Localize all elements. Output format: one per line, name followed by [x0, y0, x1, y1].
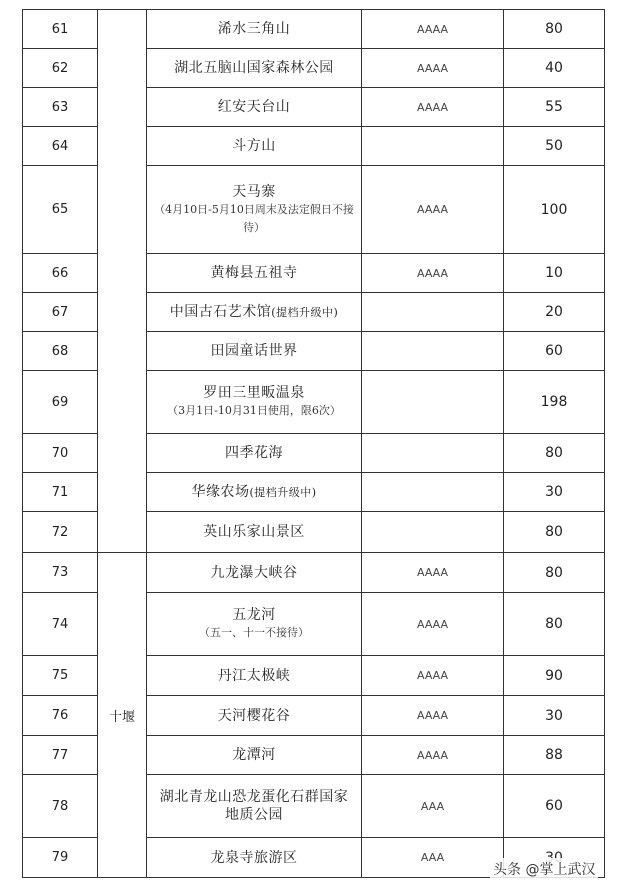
scenic-name: 四季花海 [147, 434, 362, 473]
row-number: 62 [23, 49, 98, 88]
scenic-level: AAA [362, 775, 504, 838]
scenic-name: 湖北五脑山国家森林公园 [147, 49, 362, 88]
scenic-name-cell [147, 166, 362, 254]
region-cell-shiyan: 十堰 [98, 553, 147, 878]
scenic-name-cell [147, 593, 362, 656]
scenic-level: AAAA [362, 10, 504, 49]
ticket-price: 20 [504, 293, 605, 332]
row-number: 67 [23, 293, 98, 332]
region-cell-blank [98, 10, 147, 553]
scenic-level [362, 371, 504, 434]
scenic-level: AAAA [362, 696, 504, 736]
row-number: 64 [23, 127, 98, 166]
scenic-name: 湖北青龙山恐龙蛋化石群国家地质公园 [147, 775, 362, 838]
ticket-price: 80 [504, 10, 605, 49]
row-number: 72 [23, 512, 98, 553]
scenic-name: 华缘农场 [191, 483, 250, 500]
ticket-price: 10 [504, 254, 605, 293]
ticket-price: 90 [504, 656, 605, 696]
scenic-name: 九龙瀑大峡谷 [147, 553, 362, 593]
row-number: 78 [23, 775, 98, 838]
scenic-name-cell [147, 371, 362, 434]
ticket-price: 80 [504, 512, 605, 553]
scenic-name: 丹江太极峡 [147, 656, 362, 696]
scenic-level: AAAA [362, 166, 504, 254]
scenic-level: AAAA [362, 254, 504, 293]
scenic-name: 天马寨 [232, 183, 276, 200]
scenic-name: 龙潭河 [147, 736, 362, 775]
scenic-level [362, 127, 504, 166]
scenic-note: （五一、十一不接待） [199, 626, 309, 639]
ticket-price: 50 [504, 127, 605, 166]
scenic-level: AAAA [362, 656, 504, 696]
scenic-level: AAAA [362, 49, 504, 88]
ticket-price: 55 [504, 88, 605, 127]
row-number: 61 [23, 10, 98, 49]
row-number: 69 [23, 371, 98, 434]
scenic-level [362, 512, 504, 553]
scenic-name: 斗方山 [147, 127, 362, 166]
scenic-name: 红安天台山 [147, 88, 362, 127]
row-number: 63 [23, 88, 98, 127]
row-number: 76 [23, 696, 98, 736]
scenic-level [362, 332, 504, 371]
scenic-name: 天河樱花谷 [147, 696, 362, 736]
scenic-level: AAAA [362, 736, 504, 775]
scenic-level [362, 434, 504, 473]
ticket-price: 60 [504, 775, 605, 838]
row-number: 66 [23, 254, 98, 293]
scenic-name: 龙泉寺旅游区 [147, 838, 362, 878]
ticket-price: 198 [504, 371, 605, 434]
scenic-note: （3月1日-10月31日使用，限6次） [167, 404, 341, 417]
scenic-name-cell [147, 293, 362, 332]
scenic-level: AAAA [362, 88, 504, 127]
row-number: 73 [23, 553, 98, 593]
scenic-level [362, 293, 504, 332]
scenic-name: 浠水三角山 [147, 10, 362, 49]
ticket-price: 40 [504, 49, 605, 88]
ticket-price: 60 [504, 332, 605, 371]
row-number: 77 [23, 736, 98, 775]
scenic-name: 英山乐家山景区 [147, 512, 362, 553]
table-row [23, 10, 605, 49]
row-number: 75 [23, 656, 98, 696]
ticket-price: 100 [504, 166, 605, 254]
row-number: 79 [23, 838, 98, 878]
row-number: 71 [23, 473, 98, 512]
scenic-spot-table [22, 9, 605, 878]
scenic-level: AAAA [362, 553, 504, 593]
scenic-level: AAA [362, 838, 504, 878]
scenic-level: AAAA [362, 593, 504, 656]
scenic-name: 中国古石艺术馆 [169, 303, 272, 320]
scenic-note: (提档升级中) [271, 305, 339, 319]
ticket-price: 80 [504, 593, 605, 656]
scenic-level [362, 473, 504, 512]
ticket-price: 80 [504, 553, 605, 593]
scenic-name: 五龙河 [232, 607, 276, 623]
source-watermark: 头条 @掌上武汉 [490, 858, 598, 880]
ticket-price: 30 [504, 473, 605, 512]
scenic-name: 田园童话世界 [147, 332, 362, 371]
row-number: 70 [23, 434, 98, 473]
table-row [23, 553, 605, 593]
scenic-name: 罗田三里畈温泉 [203, 385, 305, 401]
scenic-note: （4月10日-5月10日周末及法定假日不接待） [154, 202, 354, 234]
row-number: 65 [23, 166, 98, 254]
ticket-price: 88 [504, 736, 605, 775]
scenic-note: (提档升级中) [249, 485, 317, 499]
row-number: 74 [23, 593, 98, 656]
row-number: 68 [23, 332, 98, 371]
ticket-price: 80 [504, 434, 605, 473]
ticket-price: 30 [504, 696, 605, 736]
scenic-name: 黄梅县五祖寺 [147, 254, 362, 293]
scenic-name-cell [147, 473, 362, 512]
